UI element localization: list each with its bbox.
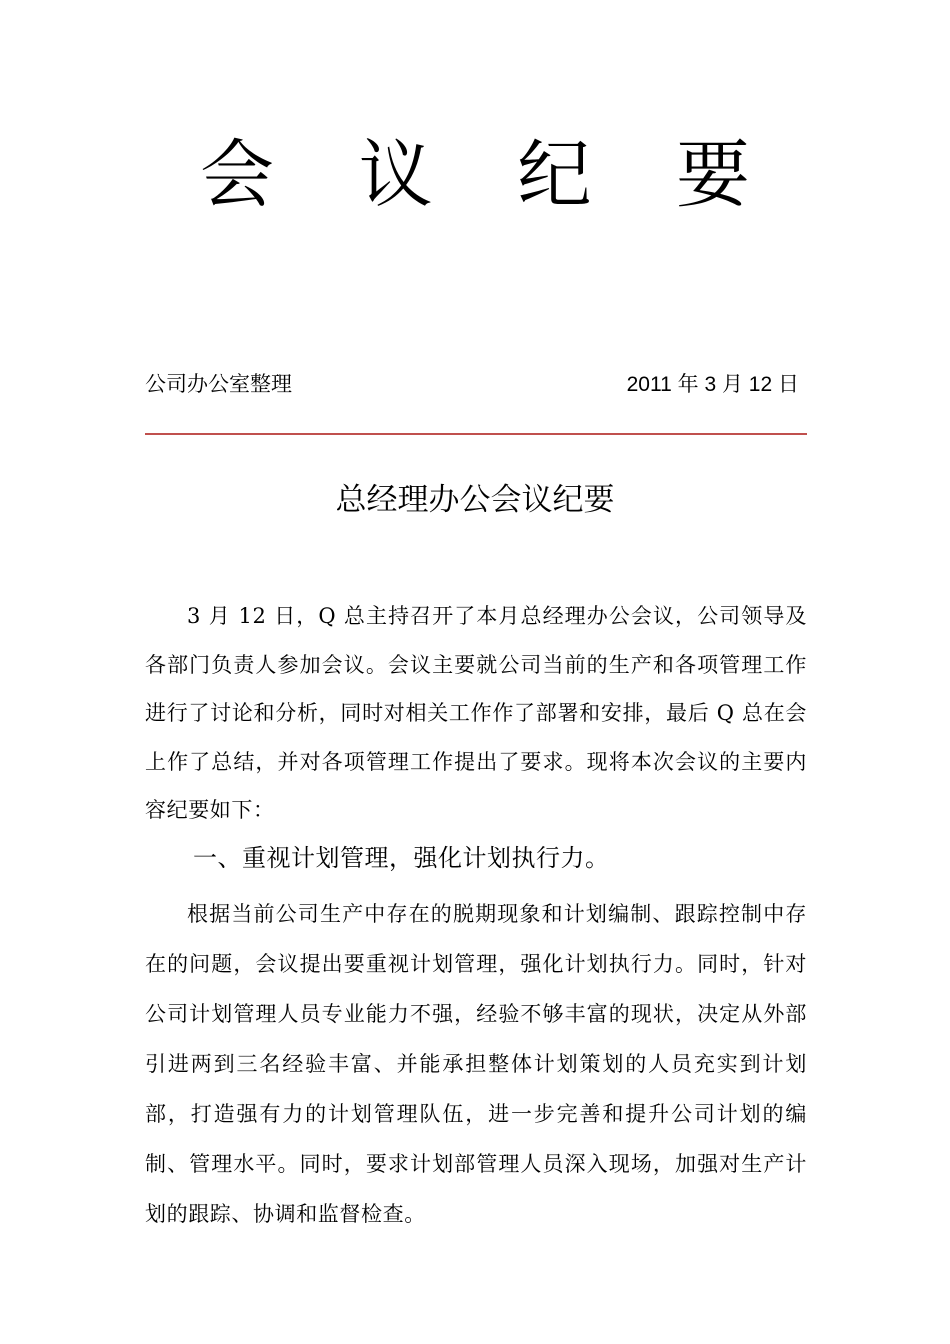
meta-row [145,371,805,399]
meeting-subtitle: 总经理办公会议纪要 [335,482,615,518]
document-date: 2011 年 3 月 12 日 [626,373,799,396]
header-divider [145,433,807,435]
title-char: 议 [358,132,433,218]
section-paragraph-1: 根据当前公司生产中存在的脱期现象和计划编制、跟踪控制中存在的问题，会议提出要重视计划管理，强化计划执行力。同时，针对公司计划管理人员专业能力不强，经验不够丰富的现状，决定从外部引进两到三名经验丰富、并能承担整体计划策划的人员充实到计划部，打造强有力的计划管理队伍，进一步完善和提升公司计划的编制、管理水平。同时，要求计划部管理人员深入现场，加强对生产计划的跟踪、协调和监督检查。 [145,902,807,1226]
intro-paragraph: 3 月 12 日，Q 总主持召开了本月总经理办公会议，公司领导及各部门负责人参加会议。会议主要就公司当前的生产和各项管理工作进行了讨论和分析，同时对相关工作作了部署和安排，最后 Q 总在会上作了总结，并对各项管理工作提出了要求。现将本次会议的主要内容纪要如下： [145,604,807,822]
title-char: 要 [675,132,750,218]
document-title [145,132,805,218]
organizer-label: 公司办公室整理 [145,373,292,396]
title-char: 会 [200,132,274,218]
title-char: 纪 [517,132,592,218]
section-heading-1: 一、重视计划管理，强化计划执行力。 [193,844,610,872]
